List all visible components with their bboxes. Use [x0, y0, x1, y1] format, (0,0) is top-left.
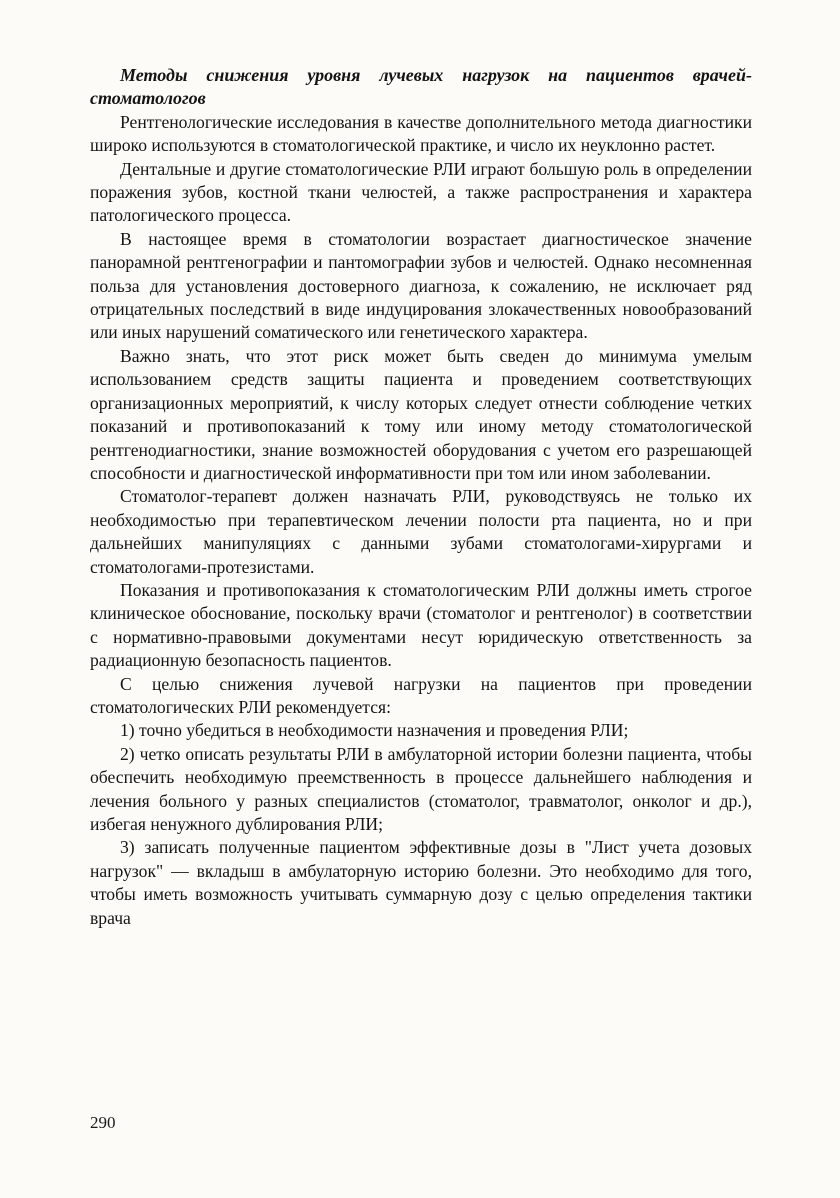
- paragraph: 1) точно убедиться в необходимости назначения и проведения РЛИ;: [120, 720, 629, 741]
- body-paragraphs: [90, 111, 752, 930]
- paragraph: С целью снижения лучевой нагрузки на пациентов при проведении стоматологических РЛИ рекомендуется:: [90, 673, 752, 717]
- paragraph: Важно знать, что этот риск может быть сведен до минимума умелым использованием средств защиты пациента и проведением соответствующих организационных мероприятий, к числу которых следует отнести соблюдение четких показаний и противопоказаний к тому или иному методу стоматологической рентгенодиагностики, знание возможностей оборудования с учетом его разрешающей способности и диагностической информативности при том или ином заболевании.: [90, 345, 752, 483]
- paragraph: 2) четко описать результаты РЛИ в амбулаторной истории болезни пациента, чтобы обеспечить необходимую преемственность в процессе дальнейшего наблюдения и лечения больного у разных специалистов (стоматолог, травматолог, онколог и др.), избегая ненужного дублирования РЛИ;: [90, 743, 752, 834]
- text-block: [90, 64, 752, 930]
- paragraph: Показания и противопоказания к стоматологическим РЛИ должны иметь строгое клиническое обоснование, поскольку врачи (стоматолог и рентгенолог) в соответствии с нормативно-правовыми документами несут юридическую ответственность за радиационную безопасность пациентов.: [90, 579, 752, 671]
- paragraph: 3) записать полученные пациентом эффективные дозы в "Лист учета дозовых нагрузок" — вкладыш в амбулаторную историю болезни. Это необходимо для того, чтобы иметь возможность учитывать суммарную дозу с целью определения тактики врача: [90, 837, 752, 928]
- section-heading: Методы снижения уровня лучевых нагрузок на пациентов врачей-стоматологов: [90, 65, 752, 109]
- paragraph: Рентгенологические исследования в качестве дополнительного метода диагностики широко используются в стоматологической практике, и число их неуклонно растет.: [90, 111, 752, 156]
- paragraph: В настоящее время в стоматологии возрастает диагностическое значение панорамной рентгенографии и пантомографии зубов и челюстей. Однако несомненная польза для установления достоверного диагноза, к сожалению, не исключает ряд отрицательных последствий в виде индуцирования злокачественных новообразований или иных нарушений соматического или генетического характера.: [90, 228, 752, 343]
- paragraph: Дентальные и другие стоматологические РЛИ играют большую роль в определении поражения зубов, костной ткани челюстей, а также распространения и характера патологического процесса.: [90, 158, 752, 226]
- page-number: 290: [90, 1113, 116, 1132]
- paragraph: Стоматолог-терапевт должен назначать РЛИ, руководствуясь не только их необходимостью при терапевтическом лечении полости рта пациента, но и при дальнейших манипуляциях с данными зубами стоматологами-хирургами и стоматологами-протезистами.: [90, 486, 752, 577]
